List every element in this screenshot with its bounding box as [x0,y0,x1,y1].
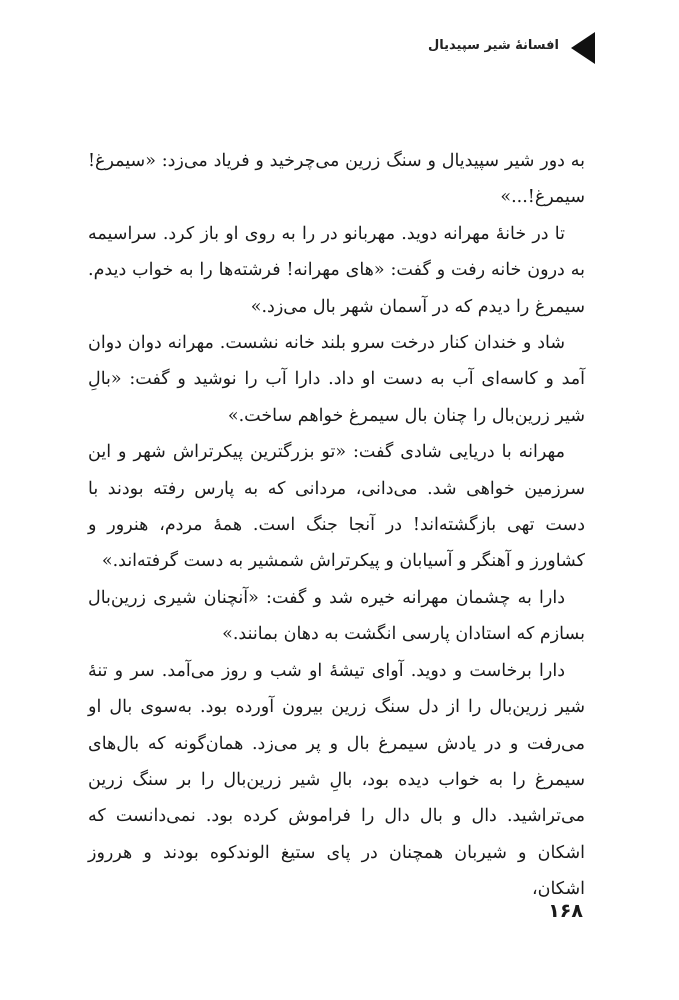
triangle-marker-icon [571,32,595,64]
body-text [88,143,585,908]
paragraph: شاد و خندان کنار درخت سرو بلند خانه نشست. مهرانه دوان دوان آمد و کاسه‌ای آب به دست او داد. دارا آب را نوشید و گفت: «بالِ شیر زرین‌بال را چنان بال سیمرغ خواهم ساخت.» [88,333,585,426]
running-header [380,28,595,68]
paragraph: دارا برخاست و دوید. آوای تیشهٔ او شب و روز می‌آمد. سر و تنهٔ شیر زرین‌بال را از دل سنگ زرین بیرون آورده بود. به‌سوی بال او می‌رفت و در یادش سیمرغ بال و پر می‌زد. همان‌گونه که بال‌های سیمرغ را به خواب دیده بود، بالِ شیر زرین‌بال را بر سنگ زرین می‌تراشید. دال و بال دال را فراموش کرده بود. نمی‌دانست که اشکان و شیربان همچنان در پای ستیغ الوندکوه بودند و هرروز اشکان، [88,660,585,900]
paragraph: مهرانه با دریایی شادی گفت: «تو بزرگترین پیکرتراش شهر و این سرزمین خواهی شد. می‌دانی، مردانی که به پارس رفته بودند با دست تهی بازگشته‌اند! در آنجا جنگ است. همهٔ مردم، هنرور و کشاورز و آهنگر و آسیابان و پیکرتراش شمشیر به دست گرفته‌اند.» [88,442,585,572]
paragraph: دارا به چشمان مهرانه خیره شد و گفت: «آنچنان شیری زرین‌بال بسازم که استادان پارسی انگشت به دهان بمانند.» [88,587,585,645]
page-number: ۱۶۸ [548,900,583,922]
running-header-title: افسانهٔ شیر سپیدیال [427,38,559,53]
paragraph: به دور شیر سپیدیال و سنگ زرین می‌چرخید و فریاد می‌زد: «سیمرغ! سیمرغ!...» [88,151,585,208]
paragraph: تا در خانهٔ مهرانه دوید. مهربانو در را به روی او باز کرد. سراسیمه به درون خانه رفت و گفت: «های مهرانه! فرشته‌ها را به خواب دیدم. سیمرغ را دیدم که در آسمان شهر بال می‌زد.» [88,223,585,317]
